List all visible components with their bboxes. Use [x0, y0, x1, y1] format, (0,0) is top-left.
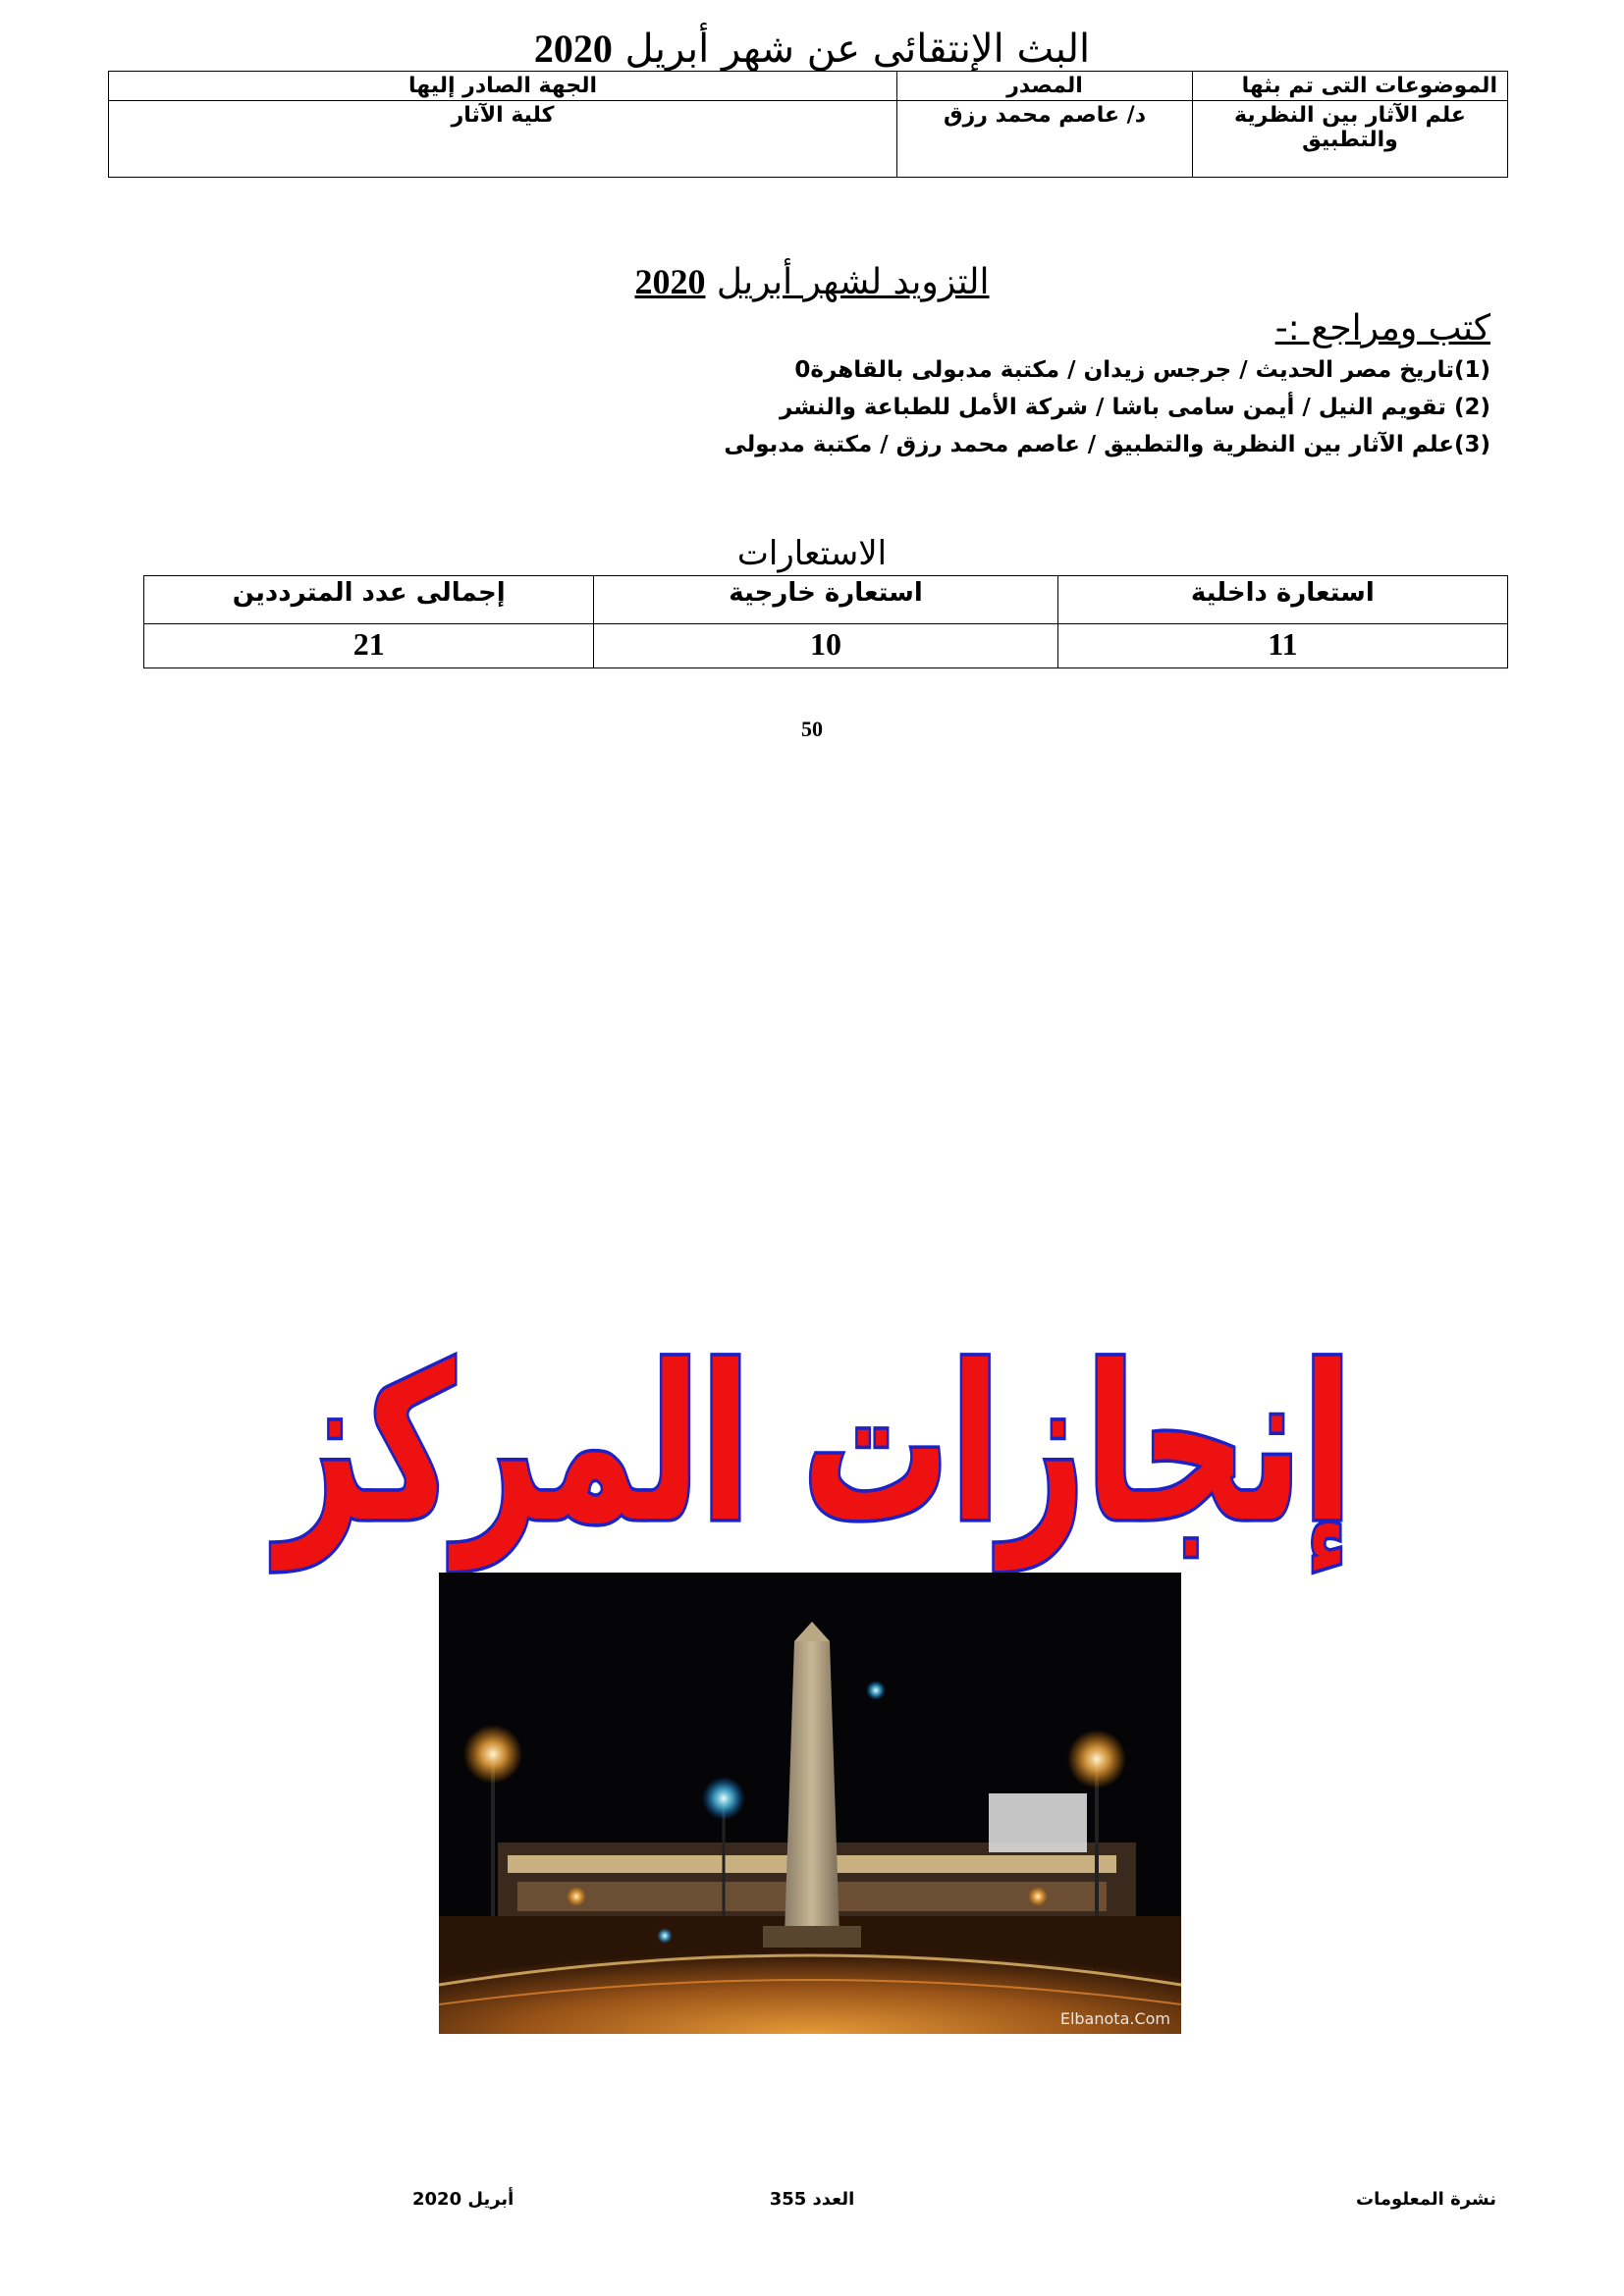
broadcast-title-year: 2020 — [533, 27, 613, 71]
loans-header-total: إجمالى عدد المترددين — [144, 576, 594, 624]
photo-watermark: Elbanota.Com — [1059, 2009, 1170, 2028]
loans-value-total: 21 — [144, 624, 594, 668]
loans-value-external: 10 — [594, 624, 1057, 668]
broadcast-header-row — [109, 72, 1508, 101]
center-photo — [439, 1573, 1181, 2034]
broadcast-data-row — [109, 101, 1508, 178]
page-number: 50 — [801, 717, 823, 741]
center-achievements-banner — [277, 1286, 1353, 1580]
loans-value-internal: 11 — [1057, 624, 1507, 668]
supply-title-text: التزويد لشهر أبريل — [716, 262, 990, 302]
broadcast-header-topics: الموضوعات التى تم بثها — [1193, 72, 1508, 101]
broadcast-title-text: البث الإنتقائى عن شهر أبريل — [624, 27, 1091, 72]
loans-header-internal: استعارة داخلية — [1057, 576, 1507, 624]
broadcast-cell-topics: علم الآثار بين النظرية والتطبيق — [1193, 101, 1508, 178]
broadcast-cell-recipient: كلية الآثار — [109, 101, 897, 178]
supply-title-year: 2020 — [634, 262, 706, 301]
book-item: (1)تاريخ مصر الحديث / جرجس زيدان / مكتبة مدبولى بالقاهرة0 — [794, 357, 1490, 383]
footer-issue: العدد 355 — [769, 2189, 855, 2210]
page-footer — [0, 2189, 1624, 2228]
footer-publication: نشرة المعلومات — [1356, 2189, 1496, 2210]
book-item: (3)علم الآثار بين النظرية والتطبيق / عاصم محمد رزق / مكتبة مدبولى — [724, 432, 1490, 457]
loans-title: الاستعارات — [736, 534, 888, 573]
loans-table — [143, 575, 1508, 668]
books-list — [724, 351, 1490, 463]
broadcast-title — [0, 22, 1624, 77]
broadcast-header-source: المصدر — [897, 72, 1193, 101]
broadcast-table — [108, 71, 1508, 178]
footer-date: أبريل 2020 — [412, 2189, 514, 2210]
banner-text: إنجازات المركز — [277, 1321, 1353, 1571]
books-heading: كتب ومراجع :- — [1274, 308, 1490, 348]
supply-title — [0, 257, 1624, 307]
loans-header-row — [144, 576, 1508, 624]
loans-header-external: استعارة خارجية — [594, 576, 1057, 624]
broadcast-header-recipient: الجهة الصادر إليها — [109, 72, 897, 101]
broadcast-cell-source: د/ عاصم محمد رزق — [897, 101, 1193, 178]
book-item: (2) تقويم النيل / أيمن سامى باشا / شركة الأمل للطباعة والنشر — [779, 395, 1490, 420]
loans-values-row — [144, 624, 1508, 668]
